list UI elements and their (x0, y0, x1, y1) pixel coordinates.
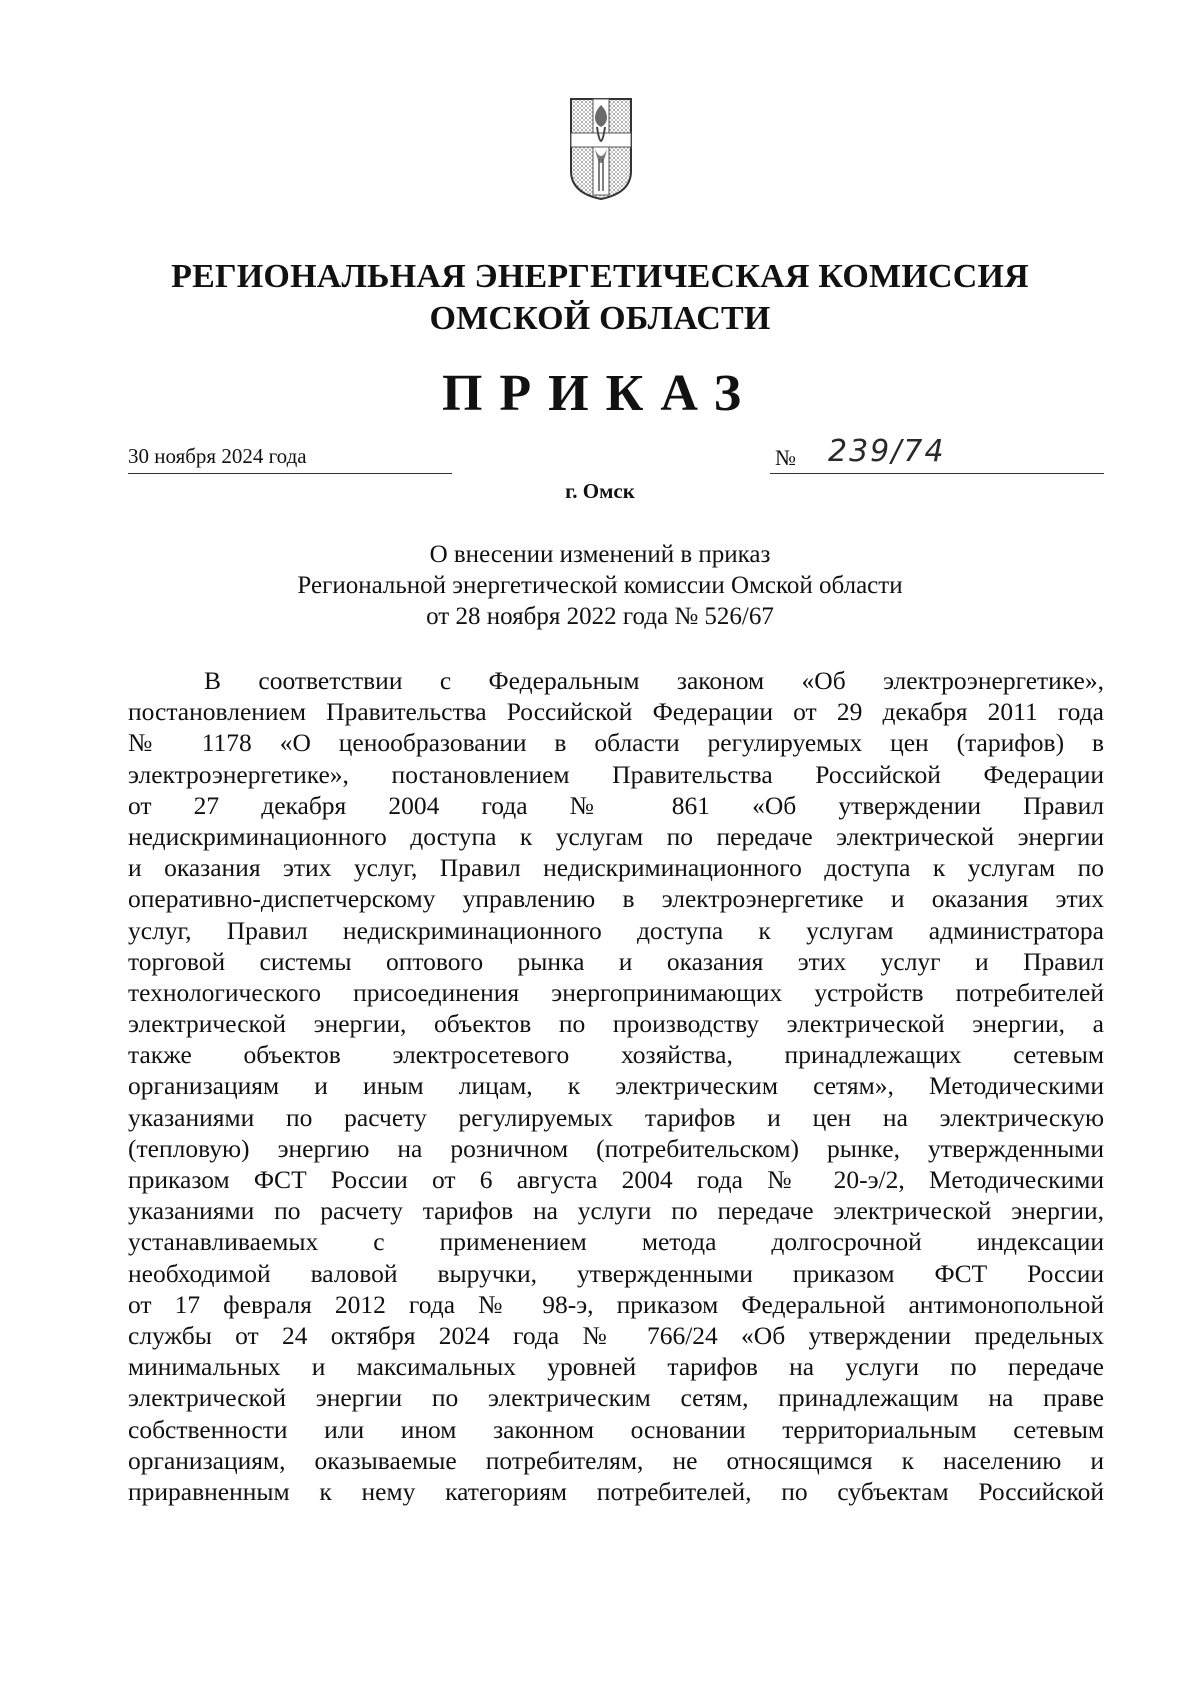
body-line: и оказания этих услуг, Правил недискриминационного доступа к услугам по (128, 853, 1104, 883)
organization-name-line1: РЕГИОНАЛЬНАЯ ЭНЕРГЕТИЧЕСКАЯ КОМИССИЯ (171, 258, 1029, 295)
order-body-paragraph (128, 665, 1104, 1507)
document-type-title: ПРИКАЗ (441, 365, 759, 422)
city: г. Омск (565, 479, 635, 503)
body-line: от 17 февраля 2012 года № 98-э, приказом Федеральной антимонопольной (128, 1289, 1104, 1319)
body-line: минимальных и максимальных уровней тарифов на услуги по передаче (128, 1352, 1104, 1382)
body-line: указаниями по расчету тарифов на услуги по передаче электрической энергии, (128, 1196, 1104, 1226)
body-line: электрической энергии, объектов по производству электрической энергии, а (128, 1009, 1104, 1039)
body-line: организациям, оказываемые потребителям, не относящимся к населению и (128, 1445, 1104, 1475)
subject-line: от 28 ноября 2022 года № 526/67 (426, 603, 774, 630)
body-line: постановлением Правительства Российской Федерации от 29 декабря 2011 года (128, 697, 1104, 727)
body-line: устанавливаемых с применением метода долгосрочной индексации (128, 1227, 1104, 1257)
body-line: В соответствии с Федеральным законом «Об электроэнергетике», (204, 666, 1104, 695)
body-line: от 27 декабря 2004 года № 861 «Об утверждении Правил (128, 790, 1104, 820)
body-line: службы от 24 октября 2024 года № 766/24 «Об утверждении предельных (128, 1320, 1104, 1350)
body-line: услуг, Правил недискриминационного доступа к услугам администратора (128, 915, 1104, 945)
order-subject (0, 539, 1200, 632)
subject-line: О внесении изменений в приказ (429, 541, 771, 568)
body-line: указаниями по расчету регулируемых тарифов и цен на электрическую (128, 1102, 1104, 1132)
order-number-sign: № (775, 445, 796, 470)
body-line: оперативно-диспетчерскому управлению в электроэнергетике и оказания этих (128, 884, 1104, 914)
body-line: (тепловую) энергию на розничном (потребительском) рынке, утвержденными (128, 1133, 1104, 1163)
coat-of-arms-icon (569, 97, 633, 201)
organization-name-line2: ОМСКОЙ ОБЛАСТИ (429, 300, 771, 337)
body-line: приказом ФСТ России от 6 августа 2004 года № 20-э/2, Методическими (128, 1165, 1104, 1194)
body-line: торговой системы оптового рынка и оказания этих услуг и Правил (128, 946, 1104, 976)
body-line: № 1178 «О ценообразовании в области регулируемых цен (тарифов) в (128, 728, 1104, 758)
body-line: электрической энергии по электрическим сетям, принадлежащим на праве (128, 1383, 1104, 1413)
body-line: собственности или ином законном основании территориальным сетевым (128, 1414, 1104, 1444)
subject-line: Региональной энергетической комиссии Омской области (297, 572, 903, 599)
body-line: недискриминационного доступа к услугам по передаче электрической энергии (128, 821, 1104, 851)
order-number-handwritten: 239/74 (828, 434, 946, 469)
body-line: приравненным к нему категориям потребителей, по субъектам Российской (128, 1476, 1104, 1506)
body-line: организациям и иным лицам, к электрическим сетям», Методическими (128, 1071, 1104, 1101)
body-line: электроэнергетике», постановлением Правительства Российской Федерации (128, 759, 1104, 789)
body-line: также объектов электросетевого хозяйства, принадлежащих сетевым (128, 1040, 1104, 1070)
body-line: технологического присоединения энергопринимающих устройств потребителей (128, 977, 1104, 1007)
order-date: 30 ноября 2024 года (128, 443, 452, 474)
body-line: необходимой валовой выручки, утвержденными приказом ФСТ России (128, 1258, 1104, 1288)
